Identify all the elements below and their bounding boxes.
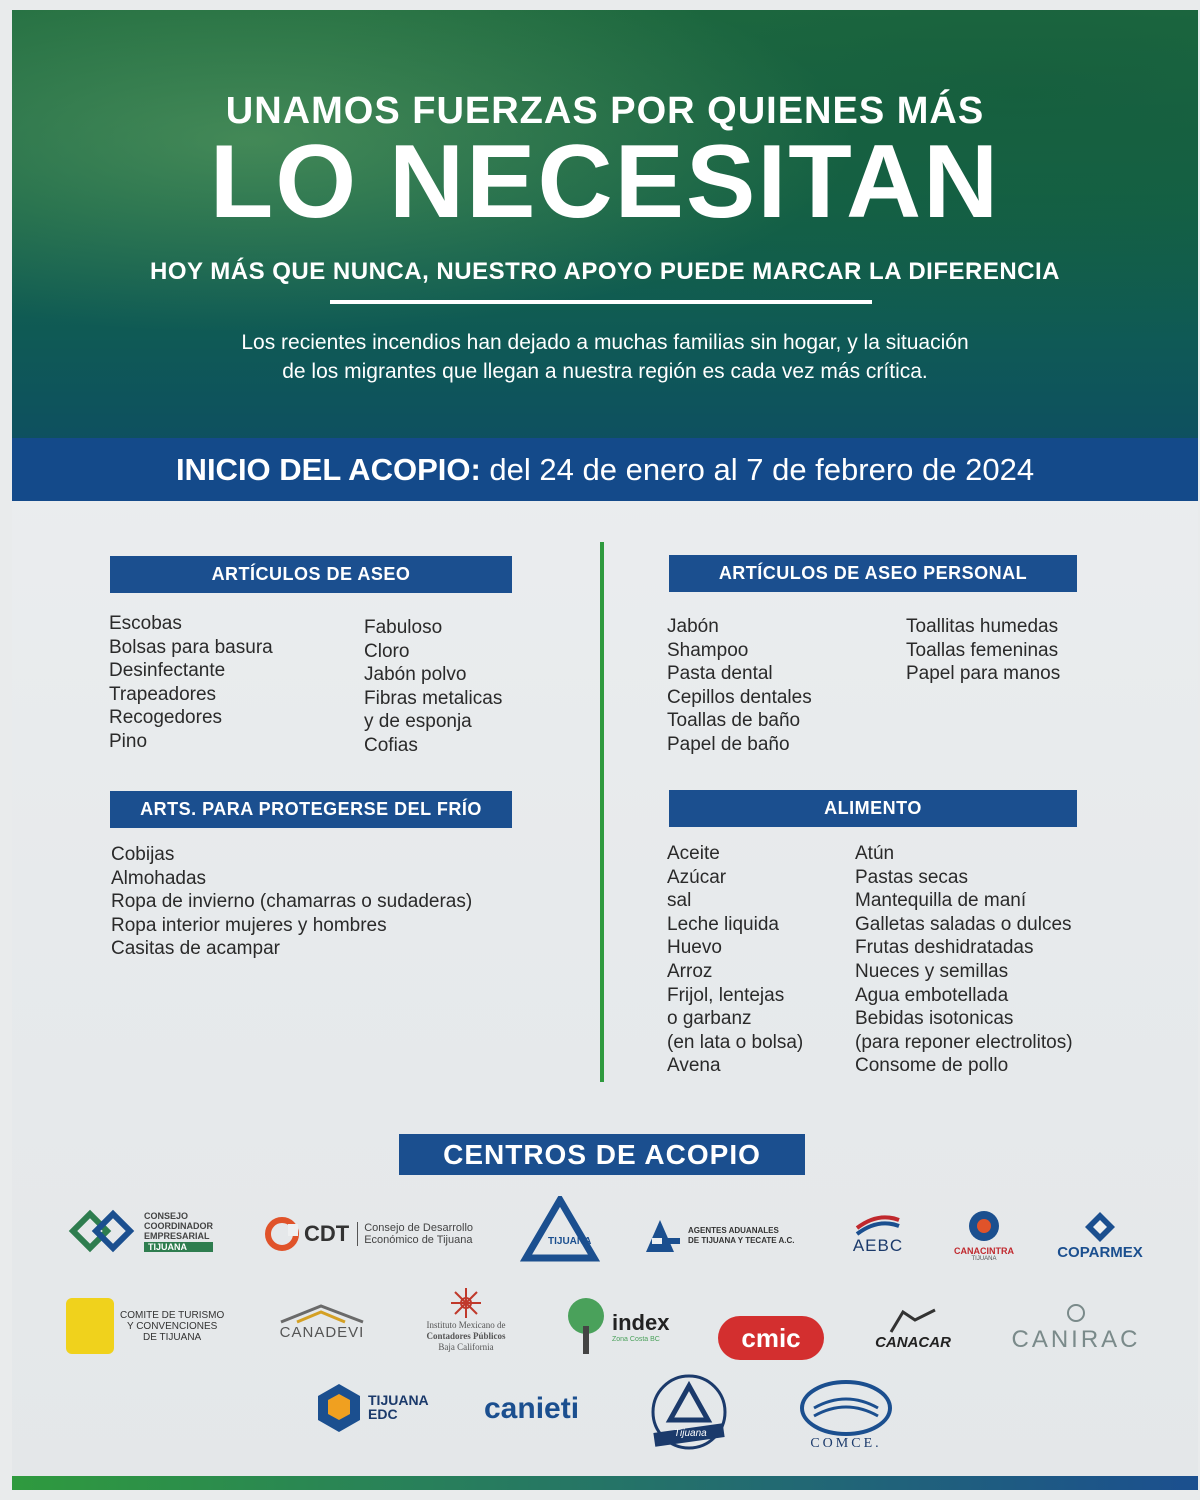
logo-aebc xyxy=(842,1208,914,1256)
list-item: Frutas deshidratadas xyxy=(855,937,1034,959)
list-item: Ropa interior mujeres y hombres xyxy=(111,914,387,936)
turismo-text: Y CONVENCIONES xyxy=(126,1320,218,1332)
triangle-logo-icon xyxy=(520,1196,600,1262)
canacar-horse-icon xyxy=(883,1306,943,1334)
list-aseo-col1 xyxy=(109,612,273,754)
list-item: Leche liquida xyxy=(667,913,779,935)
category-header-frio: ARTS. PARA PROTEGERSE DEL FRÍO xyxy=(110,791,512,828)
triangle-text: TIJUANA xyxy=(548,1236,592,1247)
acopio-dates: del 24 de enero al 7 de febrero de 2024 xyxy=(480,452,1035,487)
list-item: Casitas de acampar xyxy=(111,938,280,960)
logo-tijuana-edc xyxy=(316,1382,429,1432)
logo-canieti xyxy=(484,1392,579,1426)
cce-text: CONSEJO xyxy=(144,1210,189,1221)
aduanales-logo-icon xyxy=(642,1218,682,1254)
list-item: Escobas xyxy=(109,613,182,634)
logo-tijuana-seal xyxy=(644,1372,734,1456)
logo-agentes-aduanales xyxy=(642,1218,795,1254)
list-item: Toallitas humedas xyxy=(906,616,1059,637)
list-item: Huevo xyxy=(667,937,722,959)
category-header-aseo: ARTÍCULOS DE ASEO xyxy=(110,556,512,593)
comce-globe-icon xyxy=(798,1380,894,1436)
logo-canacar xyxy=(868,1306,958,1351)
logo-coparmex xyxy=(1050,1210,1150,1261)
column-divider xyxy=(600,542,604,1082)
cce-text: COORDINADOR xyxy=(144,1220,213,1231)
hero-banner xyxy=(12,10,1198,442)
logo-canacintra xyxy=(954,1206,1014,1262)
list-item: Ropa de invierno (chamarras o sudaderas) xyxy=(111,891,473,913)
list-alimento-col1 xyxy=(667,842,803,1078)
cdt-wordmark: CDT xyxy=(304,1221,350,1246)
list-item: Pasta dental xyxy=(667,663,773,685)
canacintra-wordmark: CANACINTRA xyxy=(954,1246,1014,1256)
list-item: Atún xyxy=(855,843,895,864)
list-item: Consome de pollo xyxy=(855,1055,1009,1077)
list-item: Azúcar xyxy=(667,866,727,888)
list-personal-col1 xyxy=(667,615,812,757)
hero-description-line: Los recientes incendios han dejado a muchas familias sin hogar, y la situación xyxy=(241,331,969,354)
list-item: Cobijas xyxy=(111,844,175,865)
turismo-emblem-icon xyxy=(66,1298,114,1354)
list-item: Cloro xyxy=(364,640,410,662)
turismo-text: DE TIJUANA xyxy=(143,1331,202,1343)
canieti-wordmark: canieti xyxy=(484,1392,580,1425)
cce-logo-icon xyxy=(68,1206,138,1256)
list-item: Agua embotellada xyxy=(855,984,1009,1006)
logo-canirac xyxy=(1006,1300,1146,1354)
logo-cce xyxy=(68,1206,213,1256)
list-item: Cepillos dentales xyxy=(667,686,812,708)
list-personal-col2 xyxy=(906,615,1060,686)
centros-de-acopio-header: CENTROS DE ACOPIO xyxy=(399,1134,805,1175)
logo-imcp xyxy=(410,1286,522,1353)
list-item: Jabón xyxy=(667,616,719,637)
logo-cdt xyxy=(262,1214,473,1254)
edc-text: TIJUANA xyxy=(368,1392,429,1408)
index-tree-icon xyxy=(562,1296,610,1356)
list-item: Galletas saladas o dulces xyxy=(855,913,1072,935)
list-item: Frijol, lentejas xyxy=(667,984,785,1006)
turismo-text: COMITE DE TURISMO xyxy=(120,1309,225,1321)
index-wordmark: index xyxy=(612,1309,670,1335)
list-alimento-col2 xyxy=(855,842,1073,1078)
list-item: Mantequilla de maní xyxy=(855,890,1027,912)
hero-description-line: de los migrantes que llegan a nuestra región es cada vez más crítica. xyxy=(282,360,928,383)
list-item: Nueces y semillas xyxy=(855,960,1009,982)
canacar-wordmark: CANACAR xyxy=(875,1334,951,1351)
cce-tag: TIJUANA xyxy=(144,1242,213,1252)
list-item: sal xyxy=(667,890,692,912)
list-item: Desinfectante xyxy=(109,660,226,682)
aebc-flag-icon xyxy=(853,1208,903,1236)
list-item: Pastas secas xyxy=(855,866,968,888)
list-item: y de esponja xyxy=(364,711,472,733)
list-item: Arroz xyxy=(667,960,713,982)
canacintra-sub: TIJUANA xyxy=(971,1256,997,1262)
hero-subheadline: HOY MÁS QUE NUNCA, NUESTRO APOYO PUEDE MARCAR LA DIFERENCIA xyxy=(150,258,1060,285)
hero-description xyxy=(12,328,1198,386)
list-item: Almohadas xyxy=(111,867,207,889)
cdt-ring-icon xyxy=(262,1214,302,1254)
imcp-text: Contadores Públicos xyxy=(426,1331,506,1341)
list-item: Toallas de baño xyxy=(667,710,801,732)
list-item: Papel de baño xyxy=(667,733,790,755)
list-item: Avena xyxy=(667,1055,721,1077)
imcp-text: Instituto Mexicano de xyxy=(426,1320,506,1330)
logo-index xyxy=(562,1296,669,1356)
list-item: Cofias xyxy=(364,734,418,756)
list-item: Shampoo xyxy=(667,639,749,661)
list-item: Pino xyxy=(109,730,148,752)
imcp-star-icon xyxy=(449,1286,483,1320)
logo-comite-turismo xyxy=(66,1298,224,1354)
hero-kicker: UNAMOS FUERZAS POR QUIENES MÁS xyxy=(225,90,985,132)
list-item: Papel para manos xyxy=(906,663,1061,685)
list-item: Toallas femeninas xyxy=(906,639,1059,661)
edc-hexagon-icon xyxy=(316,1382,362,1432)
tijuana-seal-icon xyxy=(644,1372,734,1456)
canadevi-wordmark: CANADEVI xyxy=(279,1324,365,1341)
list-frio xyxy=(111,843,472,961)
list-item: (para reponer electrolitos) xyxy=(855,1031,1073,1053)
edc-text: EDC xyxy=(368,1406,398,1422)
acopio-label: INICIO DEL ACOPIO: xyxy=(175,452,481,487)
list-item: Fibras metalicas xyxy=(364,687,503,709)
list-item: Fabuloso xyxy=(364,617,443,638)
list-item: (en lata o bolsa) xyxy=(667,1031,804,1053)
aduanales-text: AGENTES ADUANALES xyxy=(688,1226,779,1235)
index-sub: Zona Costa BC xyxy=(612,1335,660,1343)
acopio-date-band xyxy=(12,438,1198,501)
cdt-text: Económico de Tijuana xyxy=(364,1234,473,1246)
category-header-alimento: ALIMENTO xyxy=(669,790,1077,827)
list-item: Jabón polvo xyxy=(364,664,467,686)
coparmex-emblem-icon xyxy=(1083,1210,1117,1244)
imcp-text: Baja California xyxy=(438,1342,494,1352)
list-item: Trapeadores xyxy=(109,683,217,705)
cmic-wordmark: cmic xyxy=(741,1322,801,1353)
logo-cmic xyxy=(718,1316,824,1360)
list-aseo-col2 xyxy=(364,616,502,758)
aduanales-text: DE TIJUANA Y TECATE A.C. xyxy=(688,1236,795,1245)
list-item: Bolsas para basura xyxy=(109,636,273,658)
list-item: Aceite xyxy=(667,843,720,864)
canirac-wordmark: CANIRAC xyxy=(1011,1326,1141,1353)
category-header-personal: ARTÍCULOS DE ASEO PERSONAL xyxy=(669,555,1077,592)
comce-wordmark: COMCE. xyxy=(810,1436,882,1451)
coparmex-wordmark: COPARMEX xyxy=(1057,1244,1143,1261)
canadevi-roof-icon xyxy=(277,1304,367,1324)
cce-text: EMPRESARIAL xyxy=(144,1230,210,1241)
canirac-chef-icon xyxy=(1066,1300,1086,1326)
logo-canadevi xyxy=(272,1304,372,1341)
poster xyxy=(12,10,1198,1490)
logo-tijuana-triangle xyxy=(520,1196,600,1262)
logo-comce xyxy=(796,1380,896,1452)
bottom-stripe xyxy=(12,1476,1198,1490)
canacintra-gear-icon xyxy=(964,1206,1004,1246)
hero-divider xyxy=(330,300,872,304)
list-item: Bebidas isotonicas xyxy=(855,1008,1014,1030)
list-item: o garbanz xyxy=(667,1008,752,1030)
cdt-text: Consejo de Desarrollo xyxy=(364,1222,474,1234)
list-item: Recogedores xyxy=(109,707,223,729)
aebc-wordmark: AEBC xyxy=(852,1236,904,1255)
hero-headline: LO NECESITAN xyxy=(209,124,1001,240)
tijuana-seal-text: Tijuana xyxy=(674,1428,707,1439)
